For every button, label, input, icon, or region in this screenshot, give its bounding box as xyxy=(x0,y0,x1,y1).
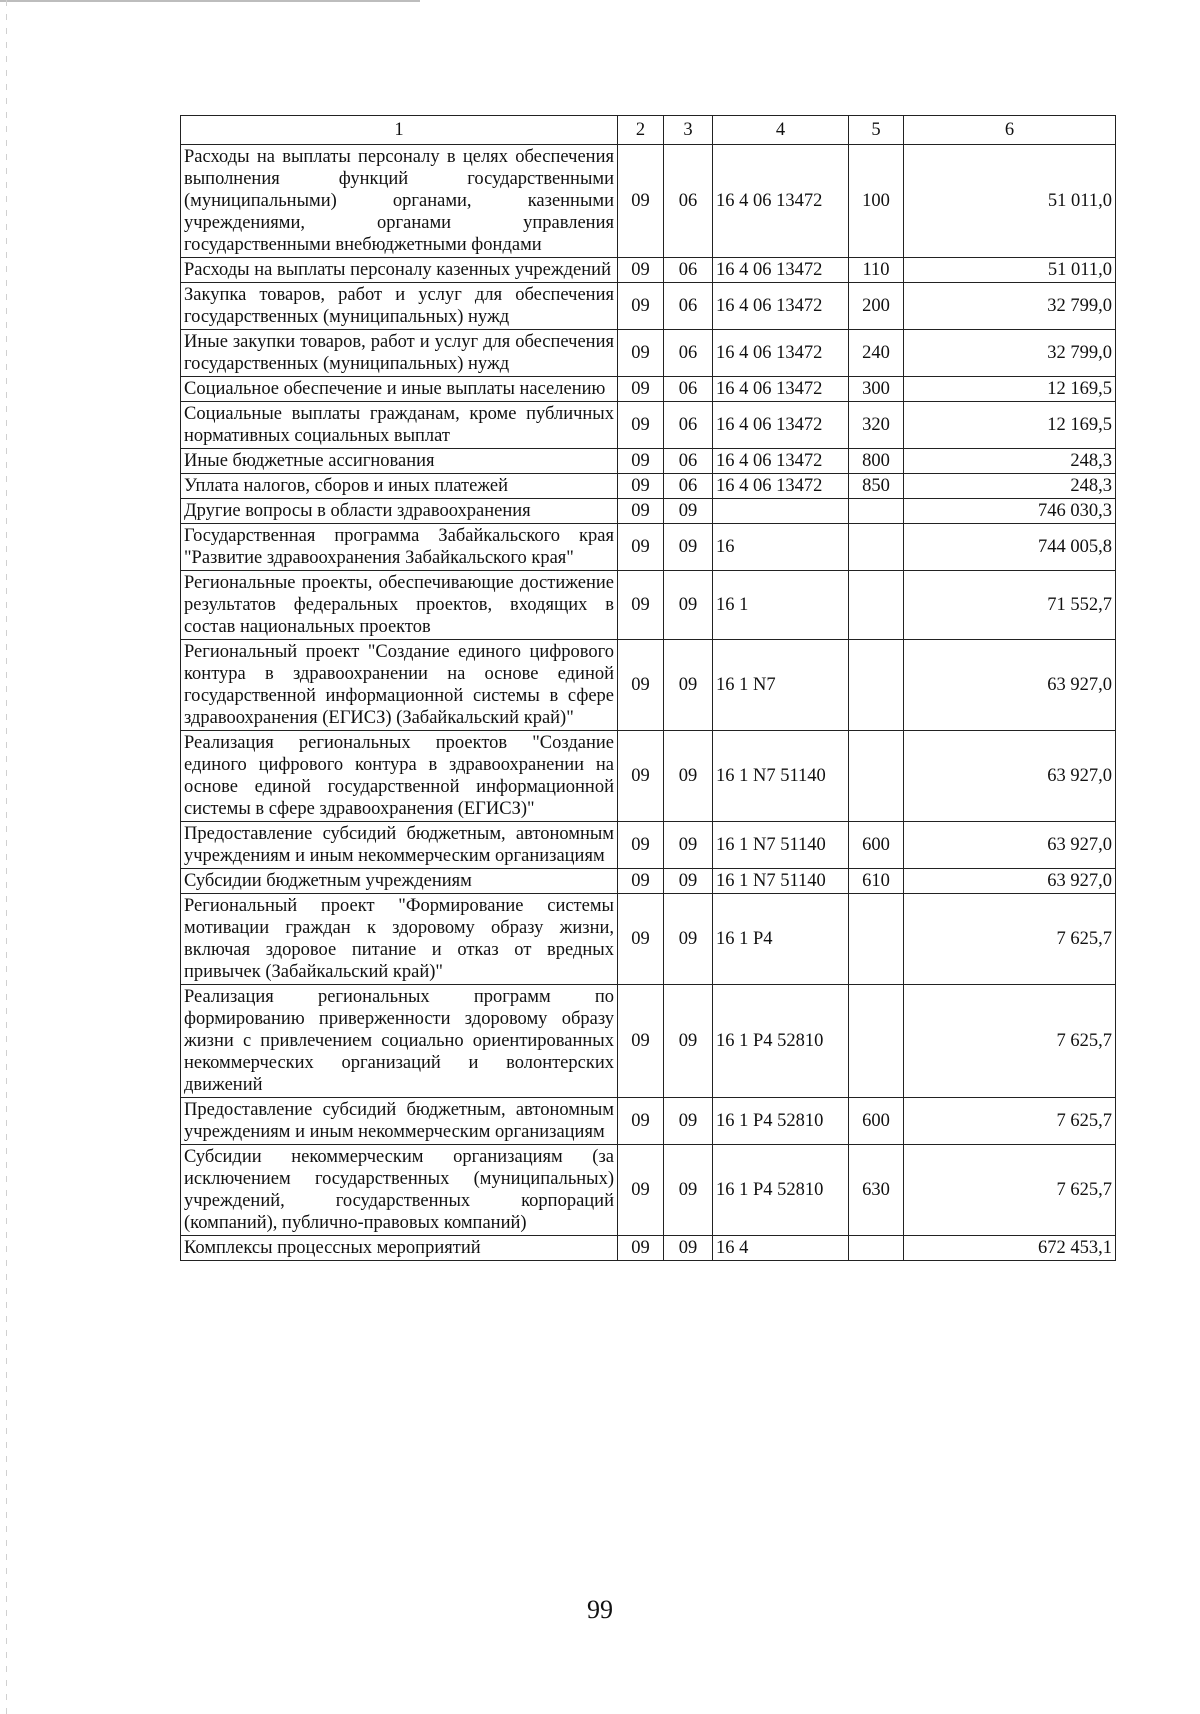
row-section: 09 xyxy=(618,640,664,731)
row-expense-type xyxy=(849,524,904,571)
row-name: Уплата налогов, сборов и иных платежей xyxy=(181,474,618,499)
row-name: Предоставление субсидий бюджетным, автономным учреждениям и иным некоммерческим организациям xyxy=(181,822,618,869)
table-row xyxy=(181,449,1116,474)
row-subsection: 06 xyxy=(664,330,713,377)
row-subsection: 06 xyxy=(664,258,713,283)
row-section: 09 xyxy=(618,985,664,1098)
row-expense-type: 800 xyxy=(849,449,904,474)
row-target-code: 16 1 P4 52810 xyxy=(713,1145,849,1236)
row-target-code: 16 4 xyxy=(713,1236,849,1261)
row-target-code: 16 4 06 13472 xyxy=(713,377,849,402)
row-subsection: 06 xyxy=(664,377,713,402)
row-section: 09 xyxy=(618,330,664,377)
row-amount: 7 625,7 xyxy=(904,1098,1116,1145)
row-expense-type: 300 xyxy=(849,377,904,402)
row-target-code: 16 1 N7 xyxy=(713,640,849,731)
row-section: 09 xyxy=(618,377,664,402)
row-section: 09 xyxy=(618,869,664,894)
row-section: 09 xyxy=(618,1236,664,1261)
row-section: 09 xyxy=(618,1098,664,1145)
row-amount: 248,3 xyxy=(904,449,1116,474)
row-amount: 248,3 xyxy=(904,474,1116,499)
row-target-code: 16 4 06 13472 xyxy=(713,330,849,377)
row-subsection: 06 xyxy=(664,145,713,258)
row-expense-type: 110 xyxy=(849,258,904,283)
scan-edge-top xyxy=(0,0,420,2)
header-row xyxy=(181,116,1116,145)
row-subsection: 06 xyxy=(664,402,713,449)
row-name: Региональный проект "Создание единого цифрового контура в здравоохранении на основе единой государственной информационной системы в сфере здравоохранения (ЕГИСЗ) (Забайкальский край)" xyxy=(181,640,618,731)
row-target-code: 16 4 06 13472 xyxy=(713,474,849,499)
row-target-code xyxy=(713,499,849,524)
row-section: 09 xyxy=(618,258,664,283)
row-subsection: 09 xyxy=(664,822,713,869)
row-name: Социальное обеспечение и иные выплаты населению xyxy=(181,377,618,402)
row-name: Закупка товаров, работ и услуг для обеспечения государственных (муниципальных) нужд xyxy=(181,283,618,330)
row-expense-type: 600 xyxy=(849,1098,904,1145)
row-name: Региональные проекты, обеспечивающие достижение результатов федеральных проектов, входящих в состав национальных проектов xyxy=(181,571,618,640)
row-target-code: 16 1 N7 51140 xyxy=(713,869,849,894)
table-body xyxy=(181,145,1116,1261)
table-row xyxy=(181,524,1116,571)
row-name: Комплексы процессных мероприятий xyxy=(181,1236,618,1261)
row-amount: 12 169,5 xyxy=(904,402,1116,449)
row-expense-type xyxy=(849,640,904,731)
row-amount: 63 927,0 xyxy=(904,731,1116,822)
row-target-code: 16 1 N7 51140 xyxy=(713,731,849,822)
table-row xyxy=(181,283,1116,330)
row-name: Иные бюджетные ассигнования xyxy=(181,449,618,474)
row-section: 09 xyxy=(618,524,664,571)
row-subsection: 09 xyxy=(664,894,713,985)
row-expense-type xyxy=(849,571,904,640)
row-amount: 12 169,5 xyxy=(904,377,1116,402)
row-expense-type xyxy=(849,731,904,822)
row-target-code: 16 4 06 13472 xyxy=(713,402,849,449)
row-subsection: 06 xyxy=(664,449,713,474)
row-amount: 63 927,0 xyxy=(904,869,1116,894)
row-name: Расходы на выплаты персоналу казенных учреждений xyxy=(181,258,618,283)
row-amount: 63 927,0 xyxy=(904,640,1116,731)
row-name: Другие вопросы в области здравоохранения xyxy=(181,499,618,524)
row-section: 09 xyxy=(618,894,664,985)
row-target-code: 16 4 06 13472 xyxy=(713,283,849,330)
row-expense-type: 600 xyxy=(849,822,904,869)
row-section: 09 xyxy=(618,474,664,499)
row-expense-type: 200 xyxy=(849,283,904,330)
row-amount: 32 799,0 xyxy=(904,330,1116,377)
row-expense-type: 610 xyxy=(849,869,904,894)
row-amount: 744 005,8 xyxy=(904,524,1116,571)
table-row xyxy=(181,640,1116,731)
row-expense-type: 100 xyxy=(849,145,904,258)
row-subsection: 09 xyxy=(664,1236,713,1261)
row-name: Государственная программа Забайкальского края "Развитие здравоохранения Забайкальского края" xyxy=(181,524,618,571)
table-row xyxy=(181,731,1116,822)
row-target-code: 16 1 P4 52810 xyxy=(713,1098,849,1145)
row-amount: 51 011,0 xyxy=(904,145,1116,258)
row-target-code: 16 4 06 13472 xyxy=(713,145,849,258)
budget-table xyxy=(180,115,1116,1261)
row-section: 09 xyxy=(618,402,664,449)
row-subsection: 09 xyxy=(664,524,713,571)
row-amount: 51 011,0 xyxy=(904,258,1116,283)
row-expense-type xyxy=(849,499,904,524)
row-name: Субсидии бюджетным учреждениям xyxy=(181,869,618,894)
scan-edge-left xyxy=(6,0,7,1714)
table-row xyxy=(181,258,1116,283)
table-row xyxy=(181,145,1116,258)
row-amount: 63 927,0 xyxy=(904,822,1116,869)
table-row xyxy=(181,822,1116,869)
row-amount: 32 799,0 xyxy=(904,283,1116,330)
row-amount: 7 625,7 xyxy=(904,894,1116,985)
table-row xyxy=(181,1236,1116,1261)
row-subsection: 06 xyxy=(664,474,713,499)
row-name: Региональный проект "Формирование системы мотивации граждан к здоровому образу жизни, включая здоровое питание и отказ от вредных привычек (Забайкальский край)" xyxy=(181,894,618,985)
row-name: Субсидии некоммерческим организациям (за исключением государственных (муниципальных) учреждений, государственных корпораций (компаний), публично-правовых компаний) xyxy=(181,1145,618,1236)
table-row xyxy=(181,330,1116,377)
row-expense-type xyxy=(849,985,904,1098)
row-subsection: 09 xyxy=(664,571,713,640)
row-expense-type: 320 xyxy=(849,402,904,449)
row-subsection: 09 xyxy=(664,985,713,1098)
table-row xyxy=(181,985,1116,1098)
table-row xyxy=(181,377,1116,402)
col-header-4: 4 xyxy=(713,116,849,145)
row-expense-type: 630 xyxy=(849,1145,904,1236)
table-row xyxy=(181,402,1116,449)
page-number: 99 xyxy=(587,1595,613,1624)
row-section: 09 xyxy=(618,449,664,474)
col-header-3: 3 xyxy=(664,116,713,145)
row-amount: 672 453,1 xyxy=(904,1236,1116,1261)
row-name: Реализация региональных проектов "Создание единого цифрового контура в здравоохранении на основе единой государственной информационной системы в сфере здравоохранения (ЕГИСЗ)" xyxy=(181,731,618,822)
col-header-2: 2 xyxy=(618,116,664,145)
row-expense-type xyxy=(849,894,904,985)
row-subsection: 09 xyxy=(664,731,713,822)
row-section: 09 xyxy=(618,499,664,524)
row-target-code: 16 1 P4 xyxy=(713,894,849,985)
row-name: Предоставление субсидий бюджетным, автономным учреждениям и иным некоммерческим организациям xyxy=(181,1098,618,1145)
table-row xyxy=(181,571,1116,640)
row-target-code: 16 4 06 13472 xyxy=(713,258,849,283)
row-target-code: 16 1 P4 52810 xyxy=(713,985,849,1098)
row-section: 09 xyxy=(618,283,664,330)
row-target-code: 16 xyxy=(713,524,849,571)
row-section: 09 xyxy=(618,145,664,258)
table-header xyxy=(181,116,1116,145)
row-section: 09 xyxy=(618,571,664,640)
row-subsection: 09 xyxy=(664,1098,713,1145)
row-expense-type: 240 xyxy=(849,330,904,377)
row-subsection: 09 xyxy=(664,1145,713,1236)
col-header-6: 6 xyxy=(904,116,1116,145)
row-name: Иные закупки товаров, работ и услуг для обеспечения государственных (муниципальных) нужд xyxy=(181,330,618,377)
table-row xyxy=(181,1145,1116,1236)
row-amount: 7 625,7 xyxy=(904,985,1116,1098)
row-section: 09 xyxy=(618,822,664,869)
row-section: 09 xyxy=(618,731,664,822)
table-row xyxy=(181,869,1116,894)
row-amount: 7 625,7 xyxy=(904,1145,1116,1236)
table-row xyxy=(181,1098,1116,1145)
row-expense-type xyxy=(849,1236,904,1261)
row-amount: 71 552,7 xyxy=(904,571,1116,640)
col-header-1: 1 xyxy=(181,116,618,145)
table-row xyxy=(181,474,1116,499)
row-expense-type: 850 xyxy=(849,474,904,499)
row-name: Социальные выплаты гражданам, кроме публичных нормативных социальных выплат xyxy=(181,402,618,449)
row-section: 09 xyxy=(618,1145,664,1236)
row-subsection: 09 xyxy=(664,640,713,731)
row-subsection: 09 xyxy=(664,499,713,524)
row-amount: 746 030,3 xyxy=(904,499,1116,524)
row-target-code: 16 4 06 13472 xyxy=(713,449,849,474)
row-subsection: 06 xyxy=(664,283,713,330)
table-row xyxy=(181,499,1116,524)
row-target-code: 16 1 N7 51140 xyxy=(713,822,849,869)
row-name: Расходы на выплаты персоналу в целях обеспечения выполнения функций государственными (муниципальными) органами, казенными учреждениями, органами управления государственными внебюджетными фондами xyxy=(181,145,618,258)
row-target-code: 16 1 xyxy=(713,571,849,640)
col-header-5: 5 xyxy=(849,116,904,145)
row-name: Реализация региональных программ по формированию приверженности здоровому образу жизни с привлечением социально ориентированных некоммерческих организаций и волонтерских движений xyxy=(181,985,618,1098)
row-subsection: 09 xyxy=(664,869,713,894)
table-row xyxy=(181,894,1116,985)
